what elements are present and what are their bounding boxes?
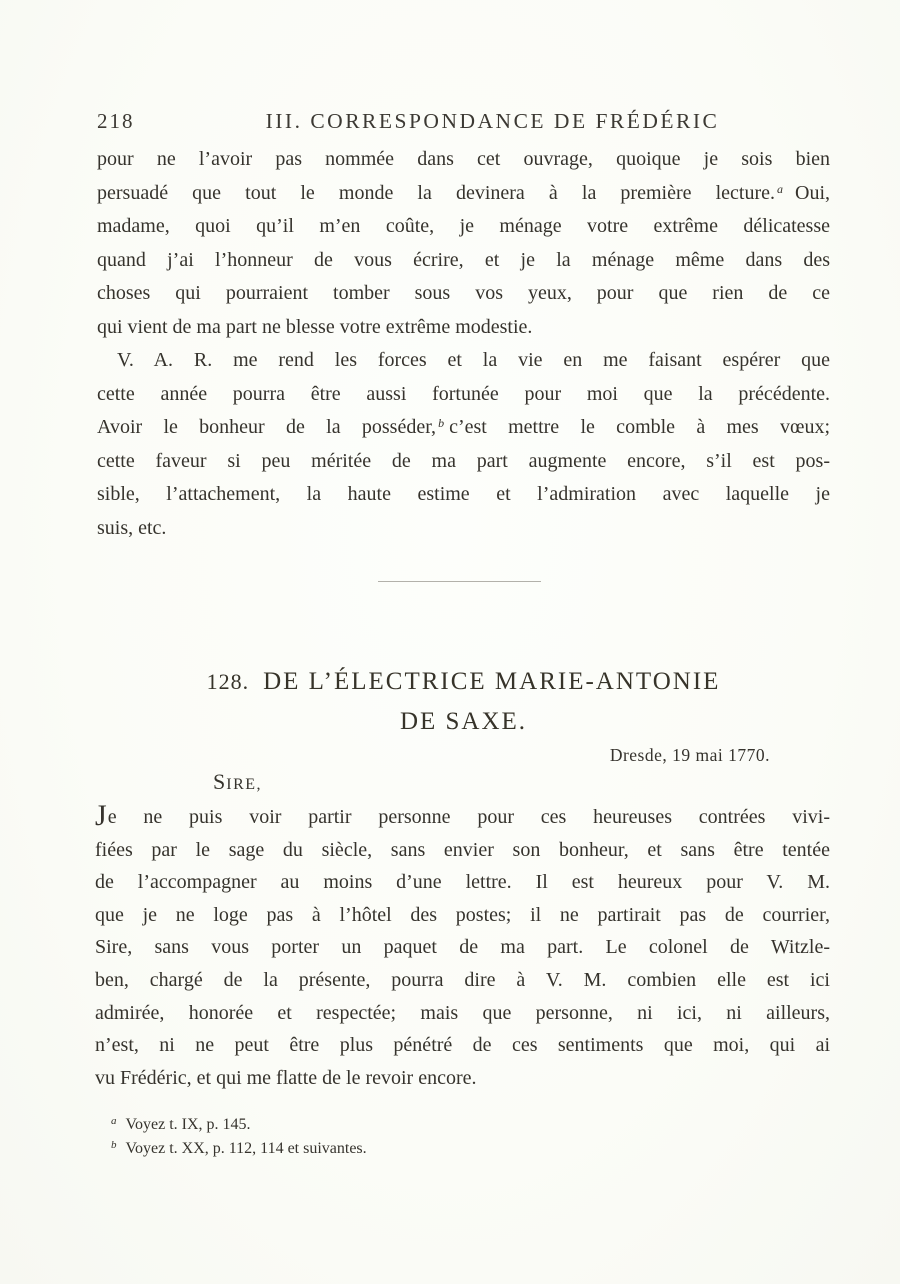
letter-heading-line1 <box>97 662 830 702</box>
letter-heading-line2: DE SAXE. <box>399 708 528 735</box>
text-line: madame, quoi qu’il m’en coûte, je ménage votre extrême délicatesse <box>97 215 830 237</box>
text-line: cette année pourra être aussi fortunée pour moi que la précédente. <box>97 382 830 405</box>
running-header <box>97 109 830 134</box>
letter-body <box>95 801 830 1094</box>
dateline: Dresde, 19 mai 1770. <box>609 745 770 765</box>
text-line: cette faveur si peu méritée de ma part augmente encore, s’il est pos- <box>97 449 830 472</box>
text-line <box>97 177 830 211</box>
footnote-ref-a: a <box>777 181 783 196</box>
salutation-rest: IRE, <box>226 776 263 793</box>
text-line: sible, l’attachement, la haute estime et l’admiration avec laquelle je <box>97 483 830 505</box>
text-line: fiées par le sage du siècle, sans envier son bonheur, et sans être tentée <box>95 838 830 861</box>
text-line <box>97 411 830 445</box>
text-line: vu Frédéric, et qui me flatte de le revoir encore. <box>95 1066 477 1089</box>
footnote-b <box>97 1137 830 1161</box>
footnotes <box>97 1113 830 1160</box>
text-line: de l’accompagner au moins d’une lettre. Il est heureux pour V. M. <box>95 871 830 894</box>
text-segment: persuadé que tout le monde la devinera à la première lecture. <box>97 181 775 204</box>
footnote-marker-a: a <box>111 1115 117 1127</box>
letter-title: DE L’ÉLECTRICE MARIE-ANTONIE <box>263 668 721 695</box>
letter-heading <box>97 662 830 742</box>
footnote-ref-b: b <box>438 416 445 430</box>
footnote-text: Voyez t. XX, p. 112, 114 et suivantes. <box>125 1139 367 1157</box>
page-number: 218 <box>97 109 135 133</box>
letter-number: 128. <box>206 669 250 694</box>
text-line: Sire, sans vous porter un paquet de ma part. Le colonel de Witzle- <box>95 936 830 959</box>
text-segment: Oui, <box>795 181 830 204</box>
section-divider-rule <box>378 581 541 582</box>
footnote-text: Voyez t. IX, p. 145. <box>125 1116 251 1133</box>
text-line: que je ne loge pas à l’hôtel des postes; il ne partirait pas de courrier, <box>95 903 830 926</box>
text-line: n’est, ni ne peut être plus pénétré de ces sentiments que moi, qui ai <box>95 1034 830 1057</box>
text-line: ben, chargé de la présente, pourra dire à V. M. combien elle est ici <box>95 968 830 991</box>
text-line: pour ne l’avoir pas nommée dans cet ouvrage, quoique je sois bien <box>97 148 830 170</box>
text-line <box>95 801 830 834</box>
text-line: qui vient de ma part ne blesse votre extrême modestie. <box>97 315 533 338</box>
footnote-marker-b: b <box>111 1138 117 1151</box>
initial-capital: J <box>95 799 108 832</box>
text-line: suis, etc. <box>97 516 167 539</box>
text-line: V. A. R. me rend les forces et la vie en me faisant espérer que <box>117 349 830 371</box>
footnote-a <box>97 1113 830 1137</box>
salutation-initial: S <box>213 769 227 794</box>
text-segment: c’est mettre le comble à mes vœux; <box>449 416 830 438</box>
text-segment: e ne puis voir partir personne pour ces heureuses contrées vivi- <box>107 806 830 828</box>
running-title: III. CORRESPONDANCE DE FRÉDÉRIC <box>265 109 720 133</box>
text-line: quand j’ai l’honneur de vous écrire, et je la ménage même dans des <box>97 248 830 271</box>
letter-continuation <box>97 143 830 545</box>
text-line: choses qui pourraient tomber sous vos yeux, pour que rien de ce <box>97 282 830 304</box>
salutation <box>97 769 262 795</box>
text-segment: Avoir le bonheur de la posséder, <box>97 416 437 438</box>
text-line: admirée, honorée et respectée; mais que personne, ni ici, ni ailleurs, <box>95 1001 830 1024</box>
